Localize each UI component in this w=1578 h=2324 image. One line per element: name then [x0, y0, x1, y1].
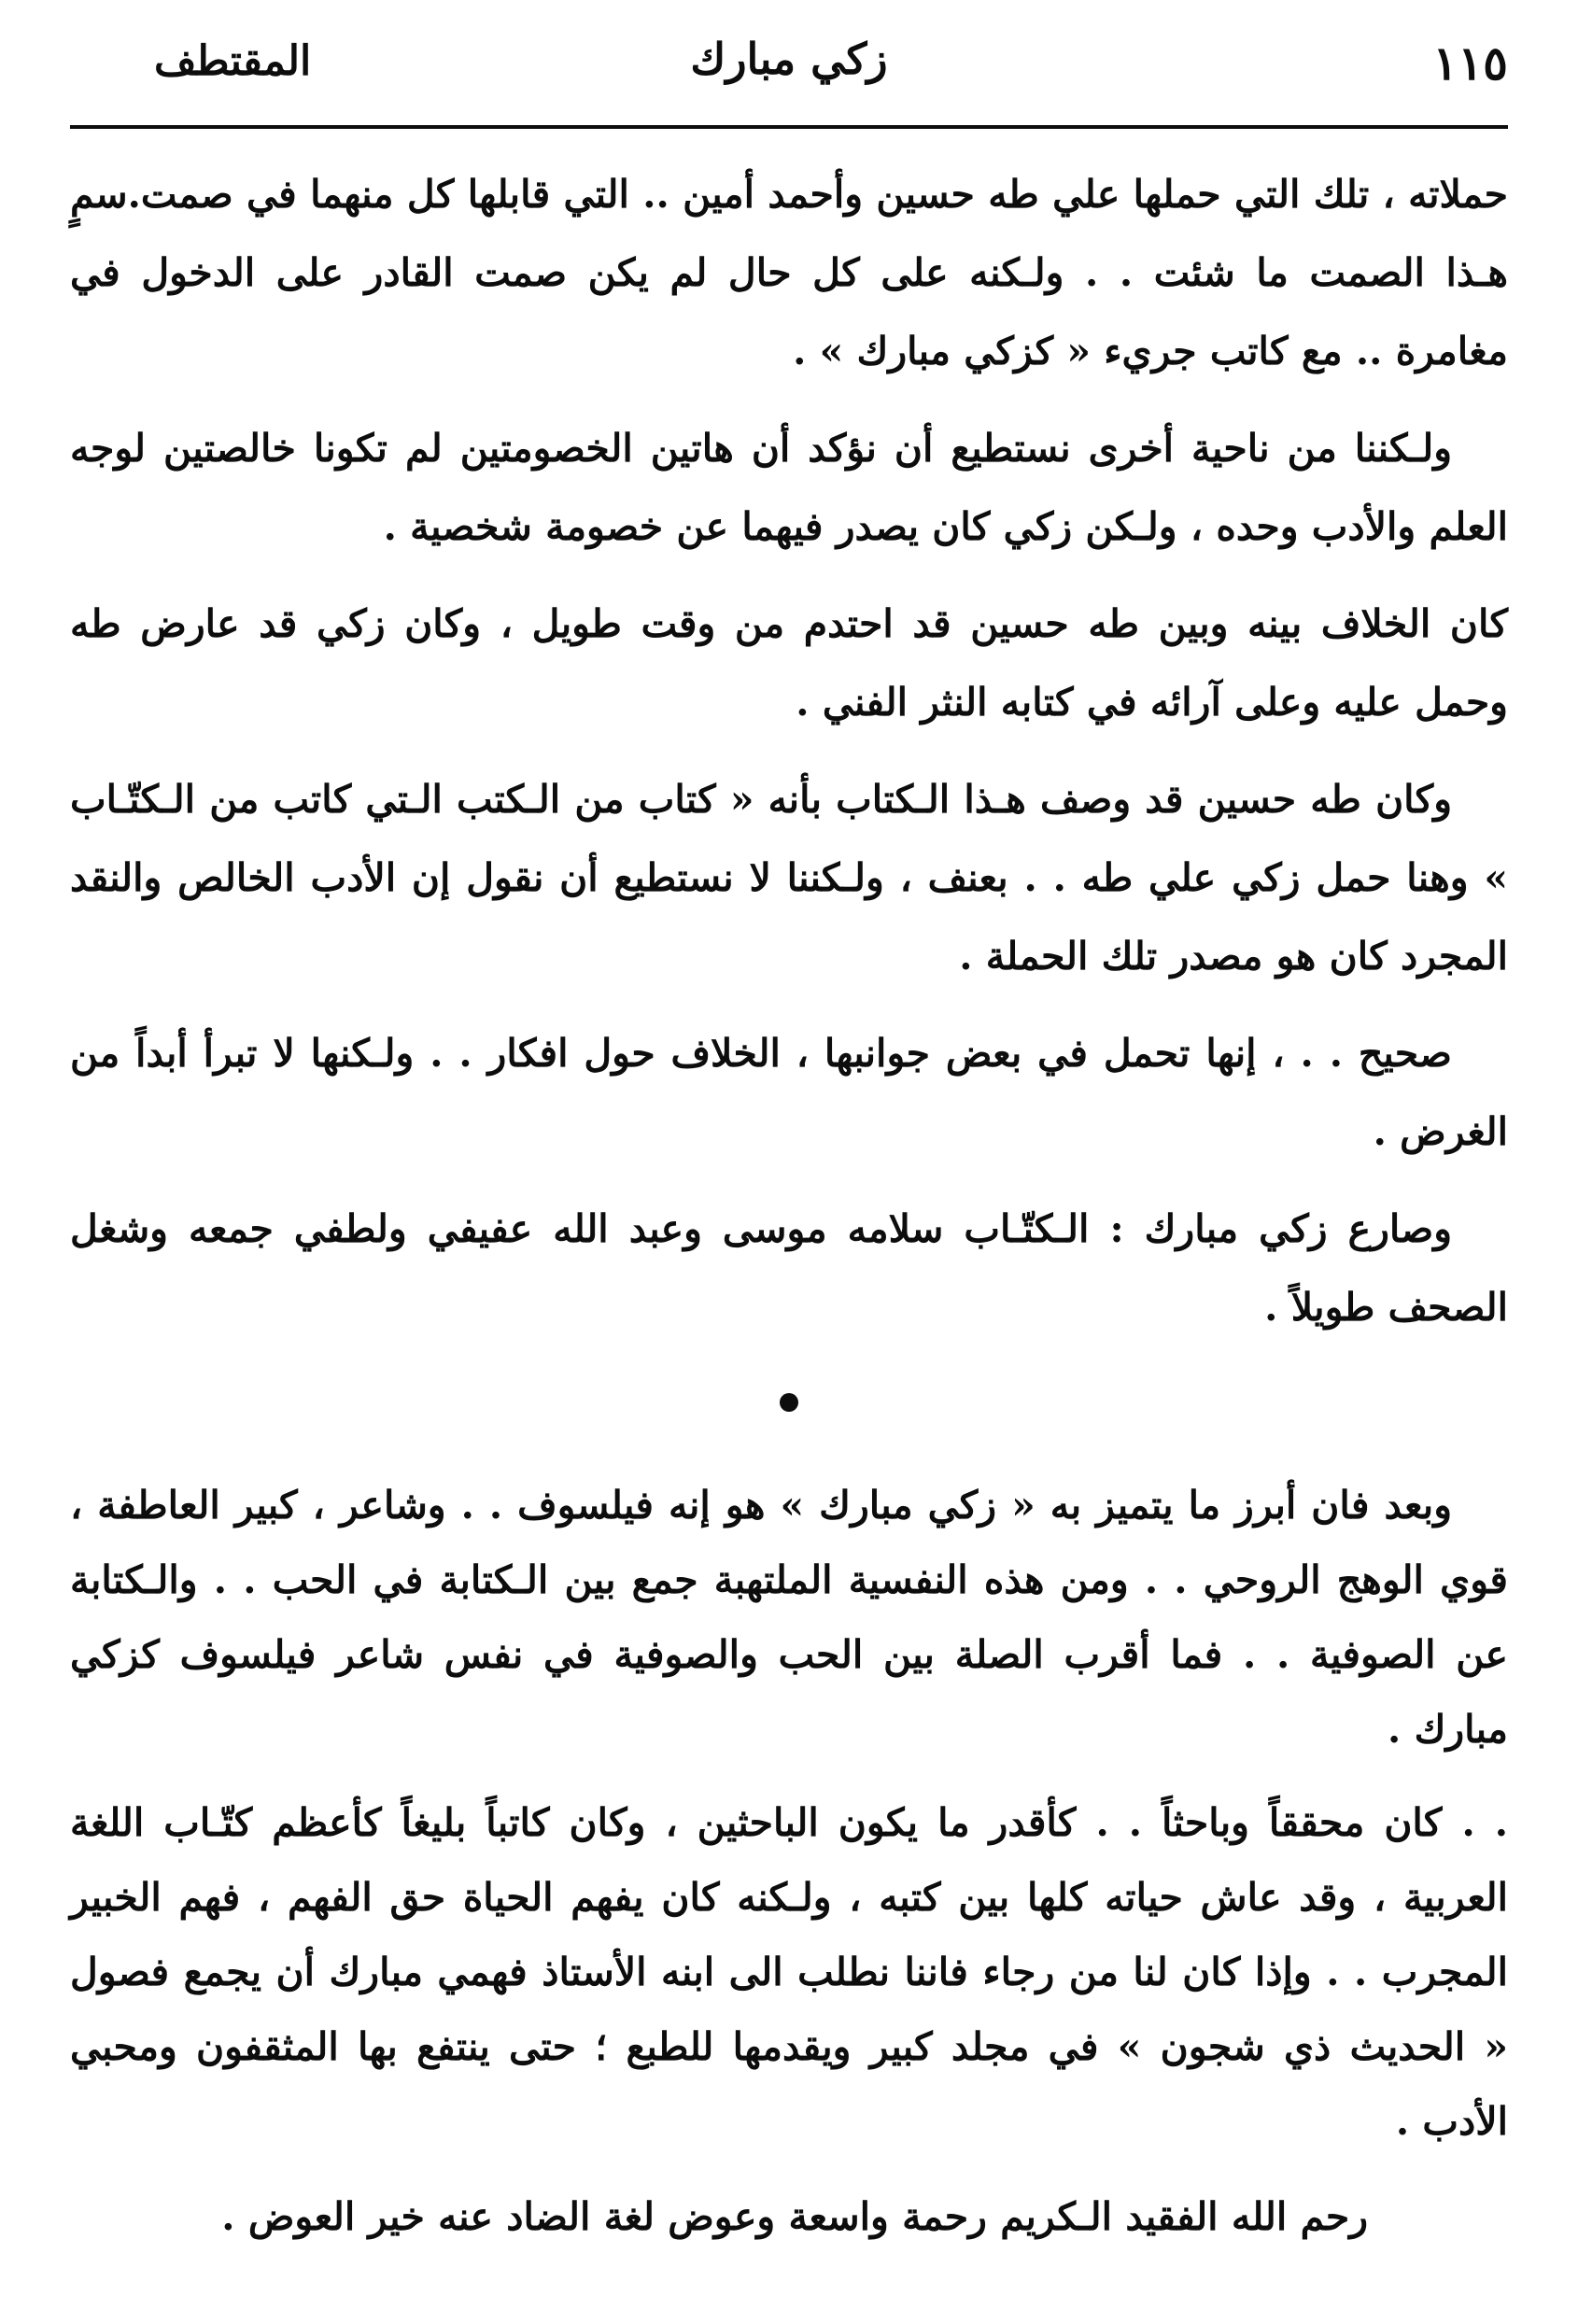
paragraph: كان الخلاف بينه وبين طه حسين قد احتدم من وقت طويل ، وكان زكي قد عارض طه وحمل عليه وعلى آرائه في كتابه النثر الفني .: [70, 601, 1508, 725]
article-body: [70, 155, 1508, 2256]
section-separator: [70, 1365, 1508, 1468]
paragraph: وصارع زكي مبارك : الـكتّـاب سلامه موسى وعبد الله عفيفي ولطفي جمعه وشغل الصحف طويلاً .: [70, 1206, 1508, 1330]
running-title: زكي مبارك: [690, 34, 888, 84]
closing-line: رحم الله الفقيد الـكريم رحمة واسعة وعوض لغة الضاد عنه خير العوض .: [221, 2194, 1368, 2239]
paragraph: صحيح . . ، إنها تحمل في بعض جوانبها ، الخلاف حول افكار . . ولـكنها لا تبرأ أبداً من الغرض .: [70, 1031, 1508, 1154]
journal-name: المقتطف: [154, 37, 312, 85]
separator-dot-icon: [780, 1393, 798, 1412]
paragraph: وكان طه حسين قد وصف هـذا الـكتاب بأنه « كتاب من الـكتب الـتي كاتب من الـكتّـاب » وهنا حمل زكي علي طه . . بعنف ، ولـكننا لا نستطيع أن نقول إن الأدب الخالص والنقد المجرد كان هو مصدر تلك الحملة .: [70, 777, 1508, 979]
header-rule: [70, 125, 1508, 129]
paragraph: حملاته ، تلك التي حملها علي طه حسين وأحمد أمين .. التي قابلها كل منهما في صمت.سمٍ هـذا الصمت ما شئت . . ولـكنه على كل حال لم يكن صمت القادر على الدخول في مغامرة .. مع كاتب جريء « كزكي مبارك » .: [70, 172, 1508, 373]
page-number: ١١٥: [1432, 35, 1508, 91]
paragraph: ولـكننا من ناحية أخرى نستطيع أن نؤكد أن هاتين الخصومتين لم تكونا خالصتين لوجه العلم والأدب وحده ، ولـكن زكي كان يصدر فيهما عن خصومة شخصية .: [70, 426, 1508, 549]
paragraph: وبعد فان أبرز ما يتميز به « زكي مبارك » هو إنه فيلسوف . . وشاعر ، كبير العاطفة ، قوي الوهج الروحي . . ومن هذه النفسية الملتهبة جمع بين الـكتابة في الحب . . والـكتابة عن الصوفية . . فما أقرب الصلة بين الحب والصوفية في نفس شاعر فيلسوف كزكي مبارك .: [70, 1483, 1508, 1752]
page-header: [70, 28, 1508, 103]
paragraph: . . كان محققاً وباحثاً . . كأقدر ما يكون الباحثين ، وكان كاتباً بليغاً كأعظم كتّـاب اللغة العربية ، وقد عاش حياته كلها بين كتبه ، ولـكنه كان يفهم الحياة حق الفهم ، فهم الخبير المجرب . . وإذا كان لنا من رجاء فاننا نطلب الى ابنه الأستاذ فهمي مبارك أن يجمع فصول « الحديث ذي شجون » في مجلد كبير ويقدمها للطبع ؛ حتى ينتفع بها المثقفون ومحبي الأدب .: [70, 1800, 1508, 2144]
